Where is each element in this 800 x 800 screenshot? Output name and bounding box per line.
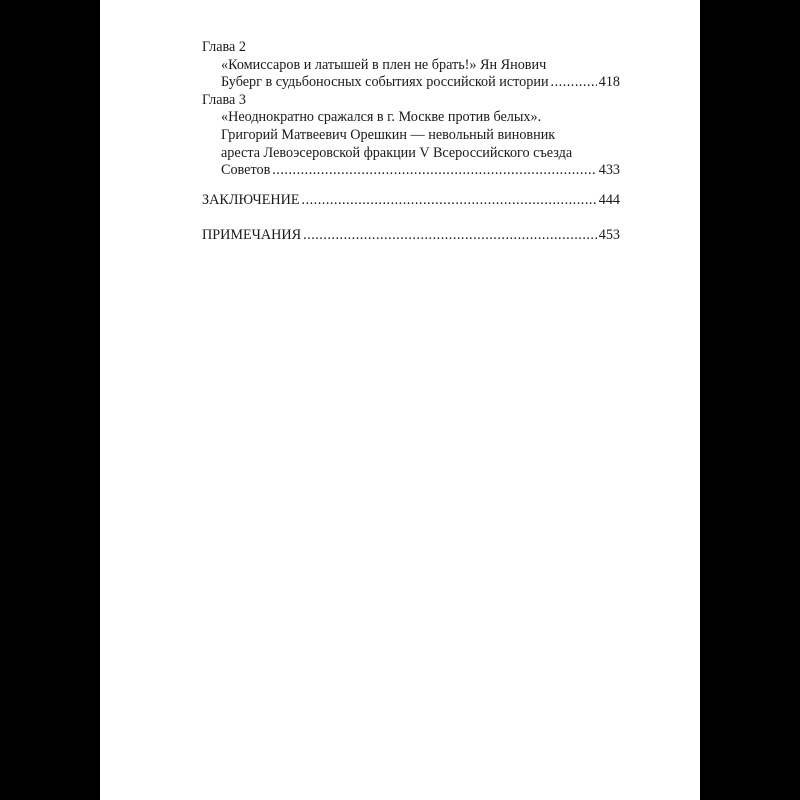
entry-title-last-line	[221, 74, 620, 92]
entry-title-line: Буберг в судьбоносных событиях российской истории	[221, 74, 549, 91]
entry-title	[202, 57, 620, 92]
page-number: 444	[598, 191, 620, 208]
table-of-contents	[202, 39, 620, 245]
right-black-margin	[700, 0, 800, 800]
left-black-margin	[0, 0, 100, 800]
toc-entry-notes	[202, 227, 620, 245]
entry-title	[202, 109, 620, 179]
chapter-label: Глава 2	[202, 39, 246, 55]
entry-title-last-line	[221, 162, 620, 180]
entry-title-line: ареста Левоэсеровской фракции V Всероссийского съезда	[221, 144, 573, 161]
document-page	[145, 0, 655, 800]
page-number: 433	[598, 162, 620, 179]
section-title: ПРИМЕЧАНИЯ	[202, 227, 302, 244]
leader-dots	[303, 227, 597, 245]
page-number: 453	[598, 227, 620, 244]
page-number: 418	[598, 74, 620, 91]
section-title: ЗАКЛЮЧЕНИЕ	[202, 191, 300, 208]
leader-dots	[272, 162, 596, 180]
entry-title-line: «Неоднократно сражался в г. Москве против белых».	[221, 109, 542, 126]
entry-title-line: «Комиссаров и латышей в плен не брать!» Ян Янович	[221, 56, 547, 73]
entry-title-line: Советов	[221, 162, 271, 179]
toc-entry-conclusion	[202, 192, 620, 210]
toc-entry-chapter-2	[202, 39, 620, 92]
chapter-label: Глава 3	[202, 91, 246, 108]
leader-dots	[551, 74, 597, 92]
entry-title-line: Григорий Матвеевич Орешкин — невольный виновник	[221, 126, 556, 143]
leader-dots	[302, 192, 597, 210]
toc-entry-chapter-3	[202, 92, 620, 180]
